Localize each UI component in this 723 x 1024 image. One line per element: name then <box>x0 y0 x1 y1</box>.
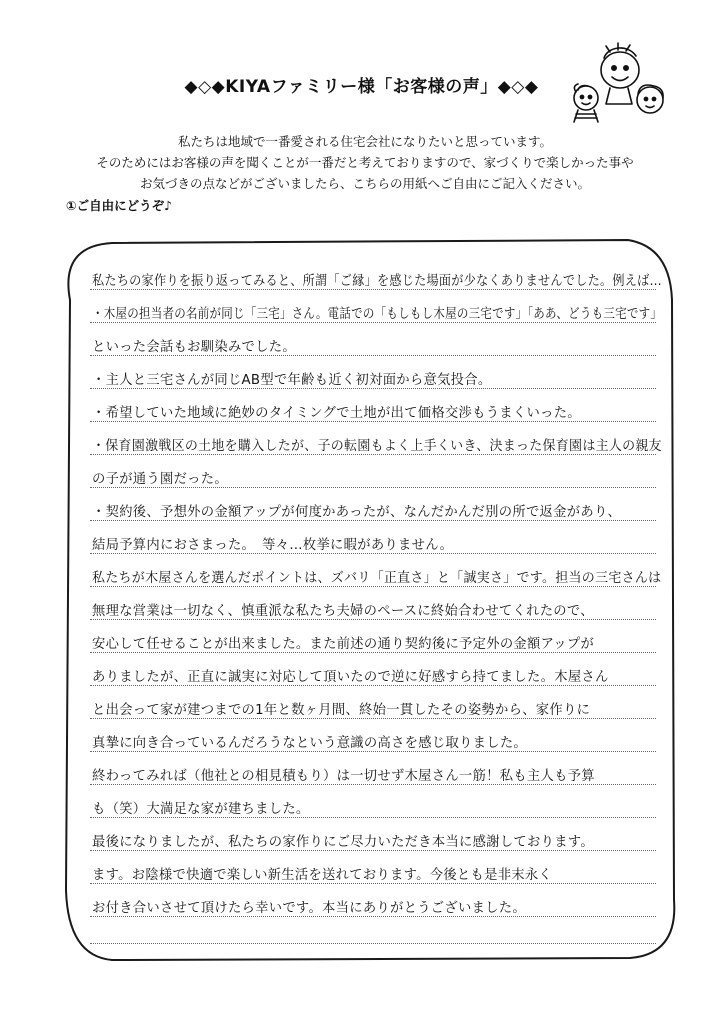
ruled-line <box>90 943 656 944</box>
handwritten-line: 真摯に向き合っているんだろうなという意識の高さを感じ取りました。 <box>92 736 528 751</box>
ruled-line <box>90 454 656 455</box>
ruled-line <box>90 652 656 653</box>
intro-line-3: お気づきの点などがございましたら、こちらの用紙へご自由にご記入ください。 <box>139 176 590 191</box>
ruled-line <box>90 487 656 488</box>
handwritten-line: ありましたが、正直に誠実に対応して頂いたので逆に好感すら持てました。木屋さん <box>92 670 609 685</box>
ruled-line <box>90 916 656 917</box>
intro-line-1: 私たちは地域で一番愛される住宅会社になりたいと思っています。 <box>177 134 552 149</box>
ruled-line <box>90 355 656 356</box>
ruled-line <box>90 685 656 686</box>
handwritten-line: 無理な営業は一切なく、慎重派な私たち夫婦のペースに終始合わせてくれたので、 <box>92 604 594 619</box>
ruled-line <box>90 289 656 290</box>
ruled-line <box>90 421 656 422</box>
free-comment-prompt: ①ご自由にどうぞ♪ <box>66 198 173 213</box>
page-title: ◆◇◆KIYAファミリー様「お客様の声」◆◇◆ <box>184 77 539 97</box>
handwritten-line: 私たちが木屋さんを選んだポイントは、ズバリ「正直さ」と「誠実さ」です。担当の三宅さんは <box>92 571 662 586</box>
ruled-line <box>90 520 656 521</box>
ruled-line <box>90 883 656 884</box>
ruled-line <box>90 817 656 818</box>
handwritten-line: も（笑）大満足な家が建ちました。 <box>92 802 310 817</box>
handwritten-line: ・保育園激戦区の土地を購入したが、子の転園もよく上手くいき、決まった保育園は主人の親友 <box>92 439 662 454</box>
handwritten-line: 最後になりましたが、私たちの家作りにご尽力いただき本当に感謝しております。 <box>92 835 594 850</box>
handwritten-line: と出会って家が建つまでの1年と数ヶ月間、終始一貫したその姿勢から、家作りに <box>92 703 591 718</box>
ruled-line <box>90 850 656 851</box>
ruled-line <box>90 388 656 389</box>
handwritten-line: といった会話もお馴染みでした。 <box>92 340 296 355</box>
handwritten-line: ・希望していた地域に絶妙のタイミングで土地が出て価格交渉もうまくいった。 <box>92 406 581 421</box>
ruled-line <box>90 784 656 785</box>
handwritten-line: の子が通う園だった。 <box>92 472 228 487</box>
intro-line-2: そのためにはお客様の声を聞くことが一番だと考えておりますので、家づくりで楽しかった事や <box>96 155 634 170</box>
handwritten-line: ・主人と三宅さんが同じAB型で年齢も近く初対面から意気投合。 <box>92 373 492 388</box>
ruled-line <box>90 619 656 620</box>
handwritten-line: 結局予算内におさまった。 等々…枚挙に暇がありません。 <box>92 538 454 553</box>
handwritten-line: ・契約後、予想外の金額アップが何度かあったが、なんだかんだ別の所で返金があり、 <box>92 505 622 520</box>
handwritten-line: ます。お陰様で快適で楽しい新生活を送れております。今後とも是非末永く <box>92 868 553 883</box>
handwritten-line: ・木屋の担当者の名前が同じ「三宅」さん。電話での「もしもし木屋の三宅です」「ああ、どうも三宅です」 <box>92 307 663 322</box>
ruled-line <box>90 553 656 554</box>
handwritten-line: 私たちの家作りを振り返ってみると、所謂「ご縁」を感じた場面が少なくありませんでした。例えば… <box>92 274 662 289</box>
ruled-line <box>90 751 656 752</box>
handwritten-line: 終わってみれば（他社との相見積もり）は一切せず木屋さん一筋！私も主人も予算 <box>92 769 595 784</box>
ruled-line <box>90 586 656 587</box>
handwritten-line: お付き合いさせて頂けたら幸いです。本当にありがとうございました。 <box>92 901 526 916</box>
handwritten-line: 安心して任せることが出来ました。また前述の通り契約後に予定外の金額アップが <box>92 637 595 652</box>
ruled-line <box>90 322 656 323</box>
ruled-line <box>90 718 656 719</box>
